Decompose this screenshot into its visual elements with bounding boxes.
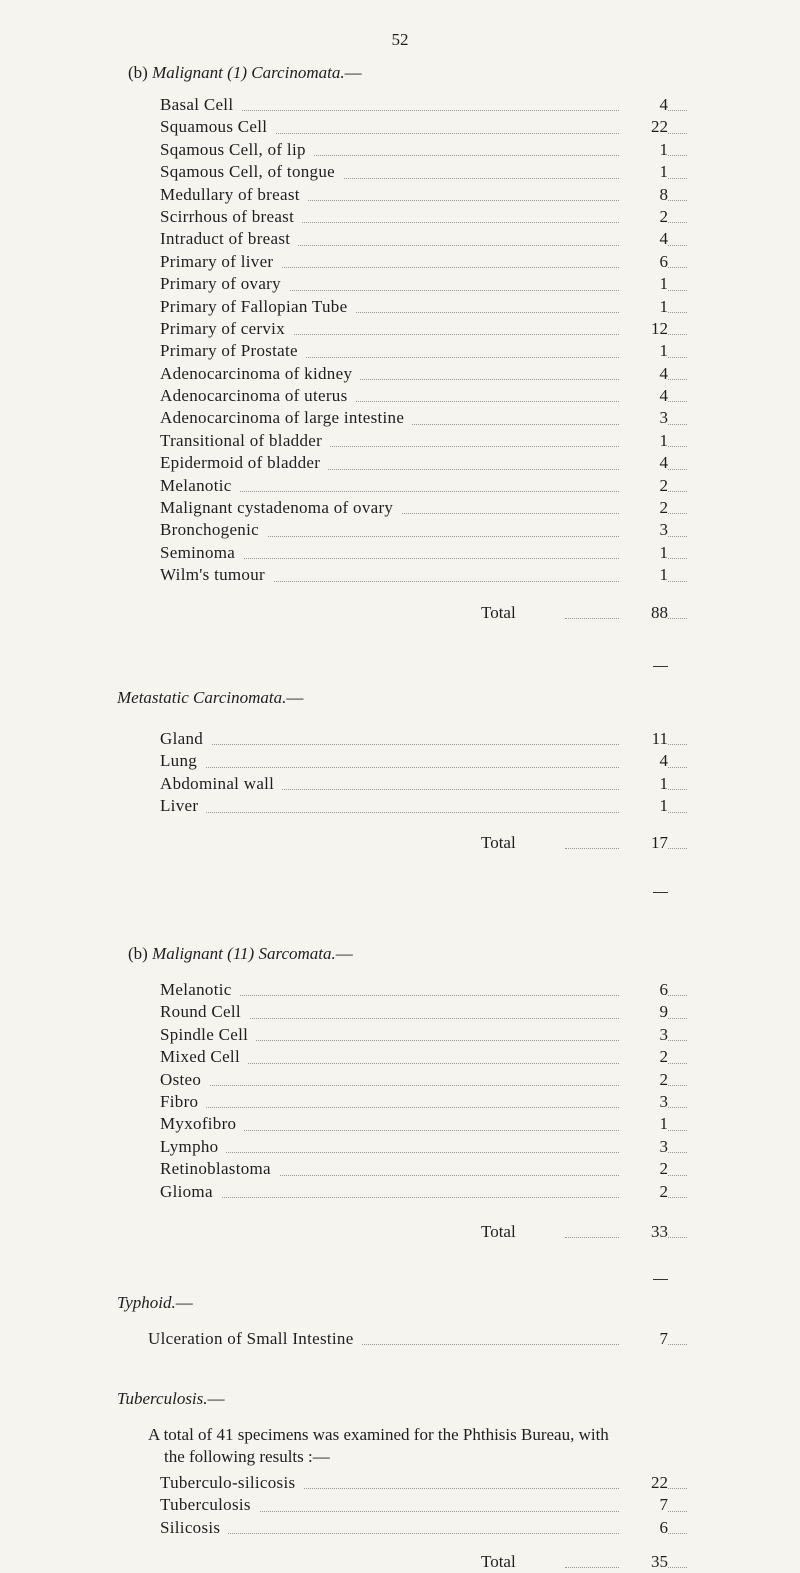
heading-dash: — bbox=[344, 63, 362, 82]
row-label: Basal Cell bbox=[160, 94, 241, 116]
dot-leader bbox=[180, 1107, 687, 1130]
row-label: Abdominal wall bbox=[160, 773, 282, 795]
row-label: Retinoblastoma bbox=[160, 1158, 279, 1180]
page-number: 52 bbox=[391, 30, 409, 49]
metastatic-carcinomata-section bbox=[0, 687, 800, 854]
row-label: Lung bbox=[160, 750, 205, 772]
total-rule-bottom bbox=[653, 1279, 668, 1280]
row-value: 22 bbox=[620, 116, 668, 138]
row-label: Adenocarcinoma of uterus bbox=[160, 385, 356, 407]
row-label: Sqamous Cell, of lip bbox=[160, 139, 314, 161]
row-value: 1 bbox=[620, 430, 668, 452]
row-value: 7 bbox=[620, 1328, 668, 1350]
row-value: 2 bbox=[620, 1069, 668, 1091]
row-value: 3 bbox=[620, 1136, 668, 1158]
section-heading bbox=[0, 1388, 800, 1410]
row-value: 3 bbox=[620, 1024, 668, 1046]
row-label: Bronchogenic bbox=[160, 519, 267, 541]
row-value: 2 bbox=[620, 206, 668, 228]
total-row bbox=[0, 832, 800, 854]
heading-title: Malignant (11) Sarcomata. bbox=[152, 944, 336, 963]
row-label: Gland bbox=[160, 728, 211, 750]
typhoid-rows bbox=[0, 1328, 800, 1350]
row-label: Transitional of bladder bbox=[160, 430, 330, 452]
row-value: 1 bbox=[620, 139, 668, 161]
row-value: 8 bbox=[620, 184, 668, 206]
dot-leader bbox=[180, 995, 687, 1018]
dot-leader bbox=[180, 1085, 687, 1108]
row-value: 22 bbox=[620, 1472, 668, 1494]
dot-leader bbox=[180, 88, 687, 111]
row-label: Primary of Prostate bbox=[160, 340, 306, 362]
heading-dash: — bbox=[175, 1293, 193, 1312]
row-label: Tuberculosis bbox=[160, 1494, 259, 1516]
tuberculosis-section bbox=[0, 1388, 800, 1573]
row-label: Intraduct of breast bbox=[160, 228, 298, 250]
row-label: Wilm's tumour bbox=[160, 564, 273, 586]
row-value: 3 bbox=[620, 407, 668, 429]
heading-prefix: (b) bbox=[128, 944, 148, 963]
total-row bbox=[0, 1551, 800, 1573]
row-label: Myxofibro bbox=[160, 1113, 244, 1135]
total-row bbox=[0, 602, 800, 624]
row-label: Silicosis bbox=[160, 1517, 228, 1539]
typhoid-section bbox=[0, 1292, 800, 1350]
dot-leader bbox=[180, 1063, 687, 1086]
row-label: Seminoma bbox=[160, 542, 243, 564]
total-rule-bottom bbox=[653, 892, 668, 893]
total-value: 33 bbox=[620, 1221, 668, 1243]
row-label: Tuberculo-silicosis bbox=[160, 1472, 303, 1494]
intro-line-2: the following results :— bbox=[164, 1447, 330, 1466]
dot-leader bbox=[180, 536, 687, 559]
row-value: 6 bbox=[620, 251, 668, 273]
row-value: 3 bbox=[620, 519, 668, 541]
row-label: Osteo bbox=[160, 1069, 209, 1091]
dot-leader bbox=[180, 1175, 687, 1198]
dot-leader bbox=[180, 1130, 687, 1153]
row-label: Malignant cystadenoma of ovary bbox=[160, 497, 401, 519]
row-label: Epidermoid of bladder bbox=[160, 452, 328, 474]
heading-title: Tuberculosis. bbox=[117, 1389, 208, 1408]
dot-leader bbox=[180, 744, 687, 767]
section-heading bbox=[0, 943, 800, 965]
row-value: 1 bbox=[620, 1113, 668, 1135]
section-heading bbox=[0, 62, 800, 84]
row-value: 4 bbox=[620, 750, 668, 772]
row-label: Fibro bbox=[160, 1091, 206, 1113]
row-value: 2 bbox=[620, 1046, 668, 1068]
row-value: 1 bbox=[620, 795, 668, 817]
row-label: Primary of liver bbox=[160, 251, 281, 273]
intro-line-1: A total of 41 specimens was examined for the Phthisis Bureau, with bbox=[148, 1425, 609, 1444]
total-rule-bottom bbox=[653, 666, 668, 667]
row-value: 4 bbox=[620, 94, 668, 116]
carcinomata-rows bbox=[0, 94, 800, 587]
dot-leader bbox=[180, 973, 687, 996]
section-heading bbox=[0, 1292, 800, 1314]
total-label: Total bbox=[481, 832, 516, 852]
total-value: 88 bbox=[620, 602, 668, 624]
row-value: 7 bbox=[620, 1494, 668, 1516]
heading-title: Malignant (1) Carcinomata. bbox=[152, 63, 345, 82]
row-label: Squamous Cell bbox=[160, 116, 275, 138]
row-label: Adenocarcinoma of kidney bbox=[160, 363, 360, 385]
table-row bbox=[0, 564, 800, 586]
row-label: Mixed Cell bbox=[160, 1046, 248, 1068]
heading-title: Typhoid. bbox=[117, 1293, 176, 1312]
row-value: 1 bbox=[620, 161, 668, 183]
malignant-sarcomata-section bbox=[0, 943, 800, 1243]
row-value: 4 bbox=[620, 385, 668, 407]
row-value: 1 bbox=[620, 773, 668, 795]
row-value: 6 bbox=[620, 979, 668, 1001]
row-label: Round Cell bbox=[160, 1001, 249, 1023]
row-value: 2 bbox=[620, 1181, 668, 1203]
row-label: Glioma bbox=[160, 1181, 221, 1203]
row-value: 2 bbox=[620, 475, 668, 497]
row-label: Lympho bbox=[160, 1136, 226, 1158]
total-label: Total bbox=[481, 602, 516, 622]
row-label: Primary of Fallopian Tube bbox=[160, 296, 355, 318]
metastatic-rows bbox=[0, 728, 800, 818]
row-value: 4 bbox=[620, 363, 668, 385]
intro-paragraph bbox=[0, 1424, 800, 1468]
dot-leader bbox=[180, 469, 687, 492]
total-label: Total bbox=[481, 1552, 516, 1572]
row-value: 11 bbox=[620, 728, 668, 750]
row-label: Scirrhous of breast bbox=[160, 206, 302, 228]
row-label: Ulceration of Small Intestine bbox=[148, 1328, 362, 1350]
row-label: Primary of ovary bbox=[160, 273, 289, 295]
row-label: Melanotic bbox=[160, 475, 240, 497]
row-value: 1 bbox=[620, 542, 668, 564]
heading-dash: — bbox=[207, 1389, 225, 1408]
malignant-carcinomata-section bbox=[0, 62, 800, 624]
heading-dash: — bbox=[335, 944, 353, 963]
row-value: 4 bbox=[620, 228, 668, 250]
heading-dash: — bbox=[286, 688, 304, 707]
row-value: 3 bbox=[620, 1091, 668, 1113]
row-value: 2 bbox=[620, 497, 668, 519]
row-label: Liver bbox=[160, 795, 206, 817]
total-value: 17 bbox=[620, 832, 668, 854]
row-value: 1 bbox=[620, 273, 668, 295]
table-row bbox=[0, 1328, 800, 1350]
row-label: Sqamous Cell, of tongue bbox=[160, 161, 343, 183]
row-value: 4 bbox=[620, 452, 668, 474]
row-label: Primary of cervix bbox=[160, 318, 293, 340]
dot-leader bbox=[180, 789, 687, 812]
row-label: Melanotic bbox=[160, 979, 240, 1001]
row-label: Medullary of breast bbox=[160, 184, 308, 206]
table-row bbox=[0, 795, 800, 817]
heading-prefix: (b) bbox=[128, 63, 148, 82]
row-value: 1 bbox=[620, 564, 668, 586]
row-label: Adenocarcinoma of large intestine bbox=[160, 407, 412, 429]
total-value: 35 bbox=[620, 1551, 668, 1573]
row-value: 9 bbox=[620, 1001, 668, 1023]
dot-leader bbox=[180, 1040, 687, 1063]
total-label: Total bbox=[481, 1221, 516, 1241]
heading-title: Metastatic Carcinomata. bbox=[117, 688, 287, 707]
sarcomata-rows bbox=[0, 979, 800, 1203]
dot-leader bbox=[180, 1511, 687, 1534]
tuberculosis-rows bbox=[0, 1472, 800, 1539]
table-row bbox=[0, 1181, 800, 1203]
row-value: 2 bbox=[620, 1158, 668, 1180]
row-value: 12 bbox=[620, 318, 668, 340]
row-label: Spindle Cell bbox=[160, 1024, 256, 1046]
row-value: 1 bbox=[620, 340, 668, 362]
dot-leader bbox=[180, 722, 687, 745]
table-row bbox=[0, 1517, 800, 1539]
total-row bbox=[0, 1221, 800, 1243]
row-value: 6 bbox=[620, 1517, 668, 1539]
section-heading bbox=[0, 687, 800, 709]
row-value: 1 bbox=[620, 296, 668, 318]
